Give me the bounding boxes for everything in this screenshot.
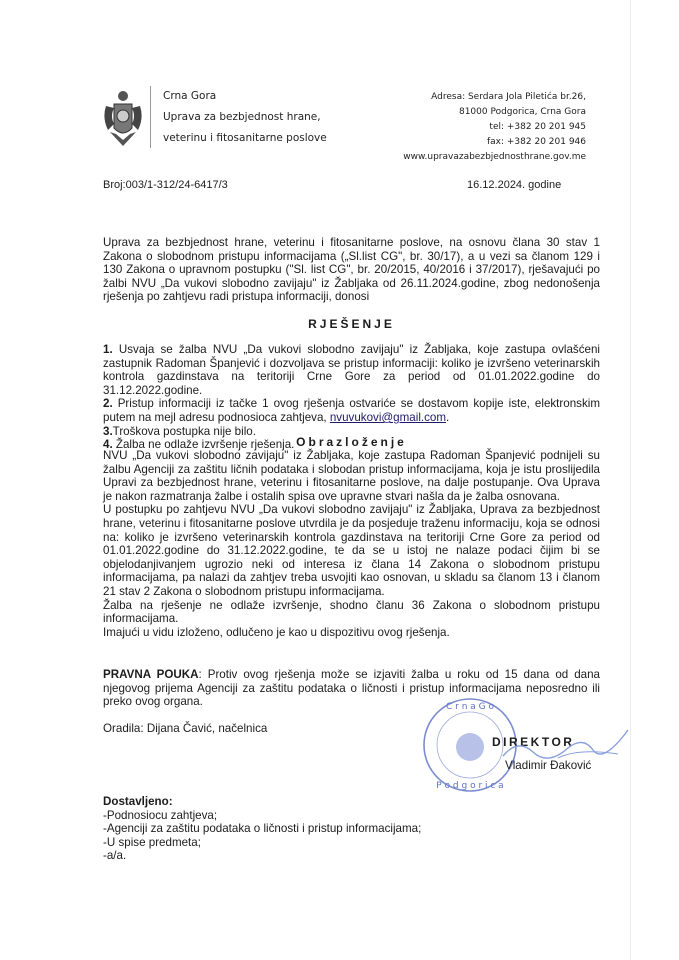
point-1: 1. Usvaja se žalba NVU „Da vukovi slobodno zavijaju" iz Žabljaka, koje zastupa ovlašćeni zastupnik Radoman Španjević i dozvoljava se pristup informaciji: koliko je izvršeno veterinarskih kontrola gazdinstava na teritoriji Crne Gore za period od 01.01.2022.godine do 31.12.2022.godine. (103, 343, 600, 397)
director-name: Vladimir Đaković (505, 759, 592, 772)
header-divider (150, 86, 151, 148)
svg-text:C r n a G o: C r n a G o (446, 702, 494, 712)
country-name: Crna Gora (163, 90, 217, 102)
point-2: 2. Pristup informaciji iz tačke 1 ovog rješenja ostvariće se dostavom kopije iste, elektronskim putem na mejl adresu podnosioca zahtjeva, nvuvukovi@gmail.com. (103, 397, 600, 424)
point-4: 4. Žalba ne odlaže izvršenje rješenja. (103, 438, 295, 452)
document-date: 16.12.2024. godine (467, 179, 562, 191)
prepared-by: Oradila: Dijana Čavić, načelnica (103, 722, 268, 735)
legal-notice: PRAVNA POUKA: Protiv ovog rješenja može se izjaviti žalba u roku od 15 dana od dana njegovog prijema Agenciji za zaštitu podataka o ličnosti i pristup informacijama neposredno ili preko ovog organa. (103, 668, 600, 709)
agency-line-1: Uprava za bezbjednost hrane, (163, 111, 321, 123)
director-title: DIREKTOR (492, 735, 575, 749)
reasoning-paragraph: NVU „Da vukovi slobodno zavijaju" iz Žabljaka, koje zastupa Radoman Španjević podnijeli su žalbu Agenciji za zaštitu ličnih podataka i slobodan pristup informacijama, koja je istu proslijedila Upravi za bezbjednost hrane, veterinu i fitosanitarne poslove, na dalje postupanje. Ova Uprava je nakon razmatranja žalbe i ostalih spisa ove upravne stvari našla da je žalba osnovana. (103, 449, 600, 503)
agency-name-block (163, 86, 327, 149)
reasoning-title: Obrazloženje (296, 435, 407, 449)
address-line-2: 81000 Podgorica, Crna Gora (458, 107, 586, 117)
delivered-item: -U spise predmeta; (103, 835, 201, 849)
legal-notice-label: PRAVNA POUKA (103, 668, 199, 681)
email-link[interactable]: nvuvukovi@gmail.com (329, 410, 447, 424)
scan-artifact (630, 0, 631, 960)
phone: tel: +382 20 201 945 (489, 122, 586, 132)
address-line-1: Adresa: Serdara Jola Piletića br.26, (431, 92, 586, 102)
delivered-item: -Agenciji za zaštitu podataka o ličnosti i pristup informacijama; (103, 822, 422, 836)
website-link[interactable]: www.upravazabezbjednosthrane.gov.me (403, 152, 586, 162)
fax: fax: +382 20 201 946 (486, 137, 586, 147)
decision-title: RJEŠENJE (308, 317, 395, 331)
point-3: 3.Troškova postupka nije bilo. (103, 424, 256, 438)
svg-text:P o d g o r i c a: P o d g o r i c a (436, 781, 504, 791)
reasoning-paragraph: U postupku po zahtjevu NVU „Da vukovi slobodno zavijaju" iz Žabljaka, Uprava za bezbjednost hrane, veterinu i fitosanitarne poslove utvrdila je da posjeduje traženu informaciju, koja se odnosi na: koliko je izvršeno veterinarskih kontrola gazdinstava na teritoriji Crne Gore za period od 01.01.2022.godine do 31.12.2022.godine, te da se u istoj ne nalaze podaci čijim bi se objelodanjivanjem ugrozio neki od interesa iz člana 14 Zakona o slobodnom pristupu informacijama, pa nalazi da zahtjev treba usvojiti kao osnovan, u skladu sa članom 13 i članom 21 stav 2 Zakona o slobodnom pristupu informacijama. (103, 503, 600, 598)
contact-block (403, 90, 586, 165)
delivered-section (103, 795, 421, 863)
agency-line-2: veterinu i fitosanitarne poslove (163, 132, 327, 144)
delivered-item: -a/a. (103, 849, 127, 863)
reference-number: Broj:003/1-312/24-6417/3 (103, 179, 228, 191)
intro-paragraph: Uprava za bezbjednost hrane, veterinu i fitosanitarne poslove, na osnovu člana 30 stav 1 Zakona o slobodnom pristupu informacijama („Sl.list CG", br. 30/17), a u vezi sa članom 129 i 130 Zakona o upravnom postupku ("Sl. list CG", br. 20/2015, 40/2016 i 37/2017), rješavajući po žalbi NVU „Da vukovi slobodno zavijaju" iz Žabljaka od 26.11.2024.godine, zbog nedonošenja rješenja po zahtjevu radi pristupa informaciji, donosi (103, 236, 600, 304)
delivered-item: -Podnosiocu zahtjeva; (103, 808, 218, 822)
delivered-title: Dostavljeno: (103, 795, 173, 808)
coat-of-arms-logo (100, 88, 146, 150)
reasoning-section (103, 449, 600, 639)
reasoning-paragraph: Žalba na rješenje ne odlaže izvršenje, shodno članu 36 Zakona o slobodnom pristupu informacijama. (103, 598, 600, 626)
reasoning-paragraph: Imajući u vidu izloženo, odlučeno je kao u dispozitivu ovog rješenja. (103, 625, 450, 639)
